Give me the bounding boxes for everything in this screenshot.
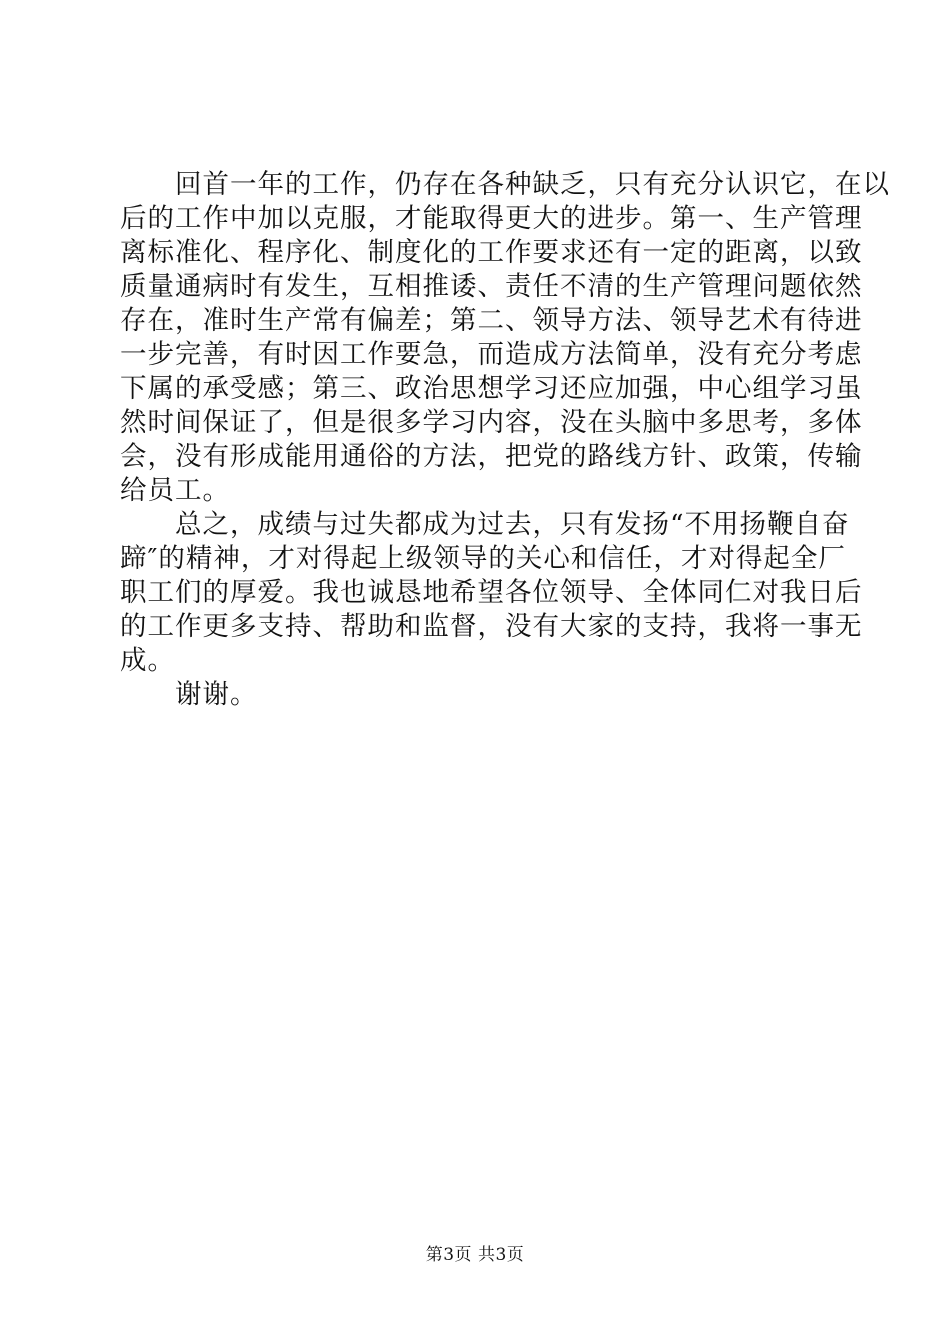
page-footer: 第3页 共3页 [425, 1245, 525, 1265]
text-line: 质量通病时有发生，互相推诿、责任不清的生产管理问题依然 [120, 271, 863, 302]
text-line: 蹄″的精神，才对得起上级领导的关心和信任，才对得起全厂 [120, 543, 846, 574]
text-line: 一步完善，有时因工作要急，而造成方法简单，没有充分考虑 [120, 339, 863, 370]
body-text [120, 168, 890, 712]
text-line: 回首一年的工作，仍存在各种缺乏，只有充分认识它，在以 [120, 169, 890, 200]
text-line: 的工作更多支持、帮助和监督，没有大家的支持，我将一事无 [120, 611, 863, 642]
text-line: 会，没有形成能用通俗的方法，把党的路线方针、政策，传输 [120, 441, 863, 472]
text-line: 成。 [120, 645, 175, 676]
text-line: 职工们的厚爱。我也诚恳地希望各位领导、全体同仁对我日后 [120, 577, 863, 608]
text-line: 离标准化、程序化、制度化的工作要求还有一定的距离，以致 [120, 237, 863, 268]
text-line: 后的工作中加以克服，才能取得更大的进步。第一、生产管理 [120, 203, 863, 234]
text-line: 谢谢。 [120, 679, 258, 710]
text-line: 下属的承受感；第三、政治思想学习还应加强，中心组学习虽 [120, 373, 863, 404]
text-line: 给员工。 [120, 475, 230, 506]
text-line: 总之，成绩与过失都成为过去，只有发扬“不用扬鞭自奋 [120, 509, 850, 540]
text-line: 然时间保证了，但是很多学习内容，没在头脑中多思考，多体 [120, 407, 863, 438]
text-line: 存在，准时生产常有偏差；第二、领导方法、领导艺术有待进 [120, 305, 863, 336]
